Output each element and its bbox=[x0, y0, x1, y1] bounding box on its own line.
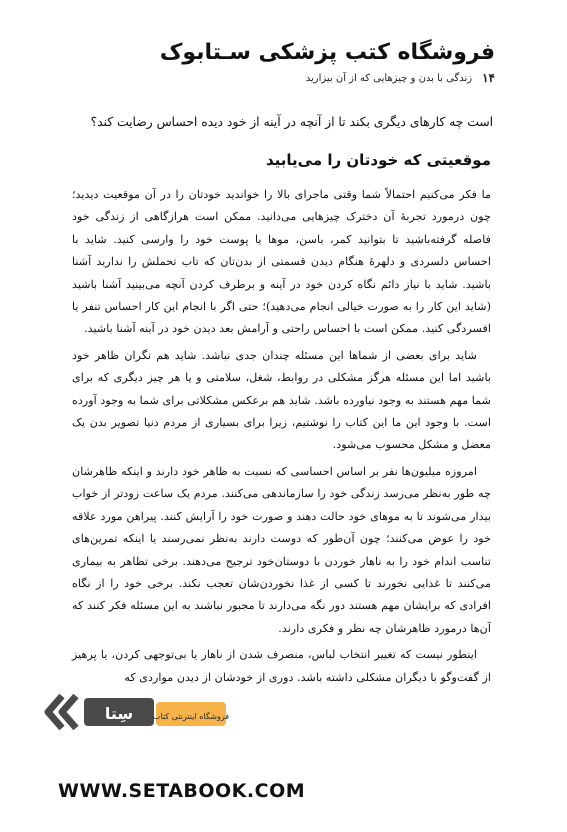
intro-question: است چه کارهای دیگری بکند تا از آنچه در آینه از خود دیده احساس رضایت کند؟ bbox=[90, 115, 493, 129]
body-text bbox=[72, 184, 491, 693]
chevron-icon bbox=[62, 696, 76, 728]
store-title: فروشگاه کتب پزشکی سـتابوک bbox=[159, 40, 495, 65]
paragraph: ما فکر می‌کنیم احتمالاً شما وقتی ماجرای بالا را خواندید خودتان را در آن موقعیت دیدید؛ چون درمورد تجربهٔ آن دخترک چیزهایی می‌دانید. ممکن است هرازگاهی از زندگی خود فاصله گرفته‌باشید تا بتوانید کمر، باسن، موها یا پوست خود را وارسی کنید. شاید با احساس دلسردی و دلهرهٔ هنگام دیدن قسمتی از بدن‌تان که تاب تحملش را ندارید آشنا باشید. شاید با نیاز دائم نگاه کردن خود در آینه و برطرف کردن آنچه می‌بینید آشنا باشید (شاید این کار را به صورت خیالی انجام می‌دهید)؛ حتی اگر با انجام این کار احساس تنفر یا افسردگی کنید. ممکن است با احساس راحتی و آرامش بعد دیدن خود در آینه آشنا باشید. bbox=[72, 188, 491, 336]
section-heading: موقعیتی که خودتان را می‌یابید bbox=[265, 151, 491, 169]
logo-tagline: فروشگاه اینترنتی کتاب bbox=[152, 712, 230, 721]
setabook-watermark-logo bbox=[44, 688, 244, 748]
paragraph: امروزه میلیون‌ها نفر بر اساس احساسی که نسبت به ظاهر خود دارند و اینکه ظاهرشان چه طور به‌نظر می‌رسد زندگی خود را سازماندهی می‌کنند. مردم یک ساعت زودتر از خواب بیدار می‌شوند تا به موهای خود حالت دهند و صورت خود را آرایش کنند. پیراهن مورد علاقه خود را عوض می‌کنند؛ چون آن‌طور که دوست دارند به‌نظر نمی‌رسند یا اینکه تمرین‌های تناسب اندام خود را به ناهار خوردن با دوستان‌خود ترجیح می‌دهند. برخی تظاهر به بیماری می‌کنند تا غذایی نخورند تا کسی از غذا نخوردن‌شان تعجب نکند. برخی خود را از نگاه افرادی که برایشان مهم هستند دور نگه می‌دارند تا مجبور نباشند به این مسئله فکر کنند که آن‌ها درمورد ظاهرشان چه نظر و فکری دارند. bbox=[72, 464, 491, 635]
logo-text: سِتا bbox=[104, 704, 134, 723]
paragraph: اینطور نیست که تغییر انتخاب لباس، منصرف شدن از ناهار یا بی‌توجهی کردن، یا پرهیز از گفت‌وگو با دیگران مشکلی داشته باشد. دوری از خودشان از دیدن مواردی که bbox=[72, 648, 491, 684]
running-head bbox=[306, 71, 495, 85]
paragraph: شاید برای بعضی از شماها این مسئله چندان جدی نباشد. شاید هم نگران ظاهر خود باشید اما این مسئله هرگز مشکلی در روابط، شغل، سلامتی و یا هر چیز دیگری که برای شما مهم هستند به وجود نیاورده باشد. شاید هم برعکس مشکلاتی برای شما به وجود آورده است. با وجود این ما این کتاب را نوشتیم، زیرا برای بسیاری از مردم دنیا تصویر بدن یک معضل و مشکل محسوب می‌شود. bbox=[72, 348, 491, 452]
page-header bbox=[55, 40, 495, 85]
chapter-title: زندگی با بدن و چیزهایی که از آن بیزارید bbox=[305, 72, 473, 84]
page-number: ۱۴ bbox=[482, 71, 495, 85]
setabook-url: WWW.SETABOOK.COM bbox=[58, 780, 306, 802]
